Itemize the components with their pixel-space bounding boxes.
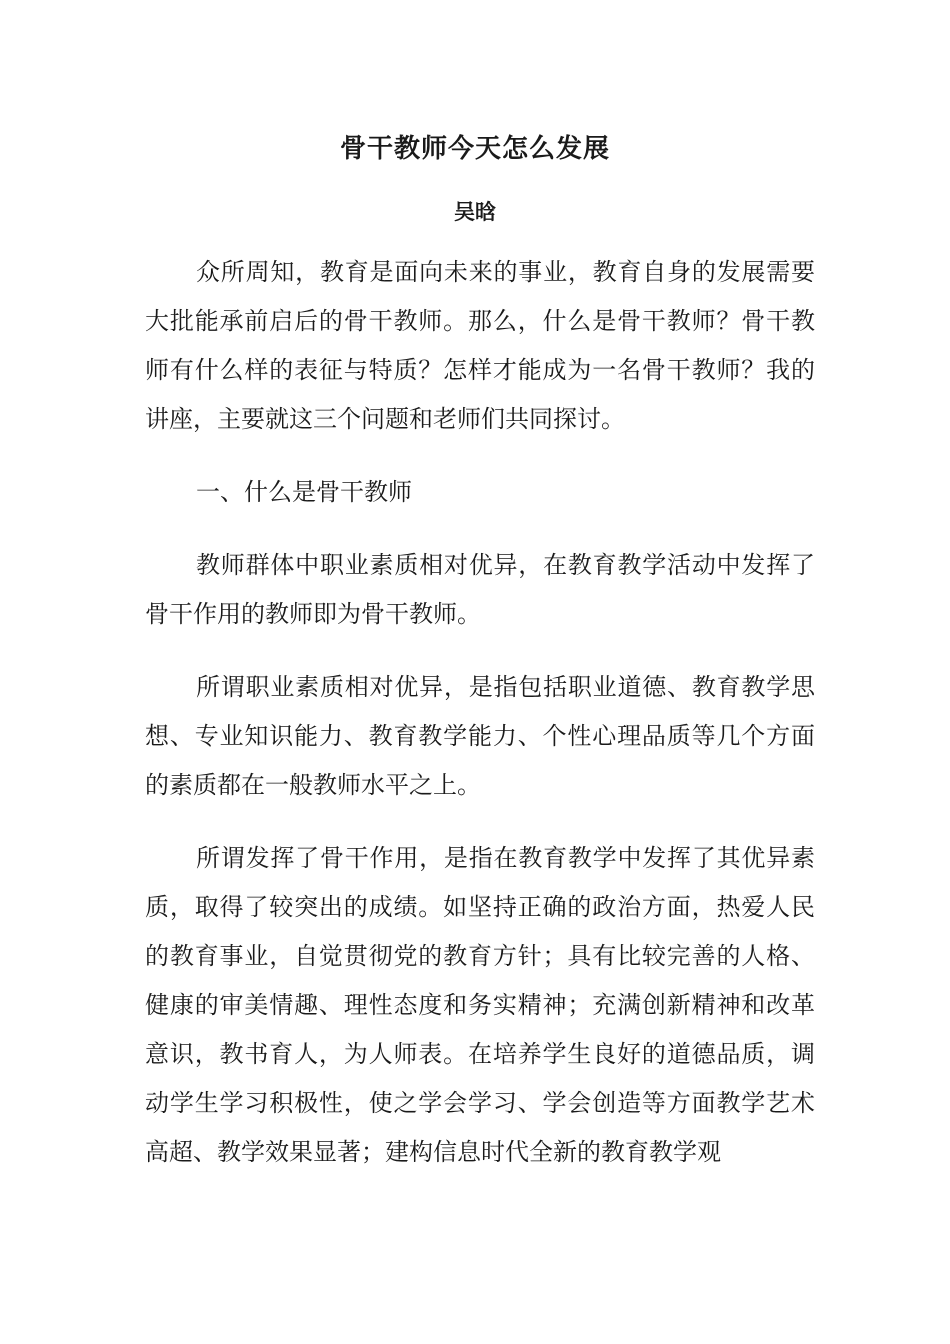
document-title: 骨干教师今天怎么发展 xyxy=(339,134,610,164)
paragraph-quality: 所谓职业素质相对优异，是指包括职业道德、教育教学思想、专业知识能力、教育教学能力、个性心理品质等几个方面的素质都在一般教师水平之上。 xyxy=(145,673,815,799)
document-body xyxy=(145,248,815,1201)
section-heading-1: 一、什么是骨干教师 xyxy=(196,478,412,506)
document-author: 吴晗 xyxy=(454,199,496,224)
paragraph-definition: 教师群体中职业素质相对优异，在教育教学活动中发挥了骨干作用的教师即为骨干教师。 xyxy=(145,551,815,628)
paragraph-intro: 众所周知，教育是面向未来的事业，教育自身的发展需要大批能承前启后的骨干教师。那么，什么是骨干教师？骨干教师有什么样的表征与特质？怎样才能成为一名骨干教师？我的讲座，主要就这三个问题和老师们共同探讨。 xyxy=(145,258,815,433)
paragraph-role: 所谓发挥了骨干作用，是指在教育教学中发挥了其优异素质，取得了较突出的成绩。如坚持正确的政治方面，热爱人民的教育事业，自觉贯彻党的教育方针；具有比较完善的人格、健康的审美情趣、理性态度和务实精神；充满创新精神和改革意识，教书育人，为人师表。在培养学生良好的道德品质，调动学生学习积极性，使之学会学习、学会创造等方面教学艺术高超、教学效果显著；建构信息时代全新的教育教学观 xyxy=(145,844,815,1166)
